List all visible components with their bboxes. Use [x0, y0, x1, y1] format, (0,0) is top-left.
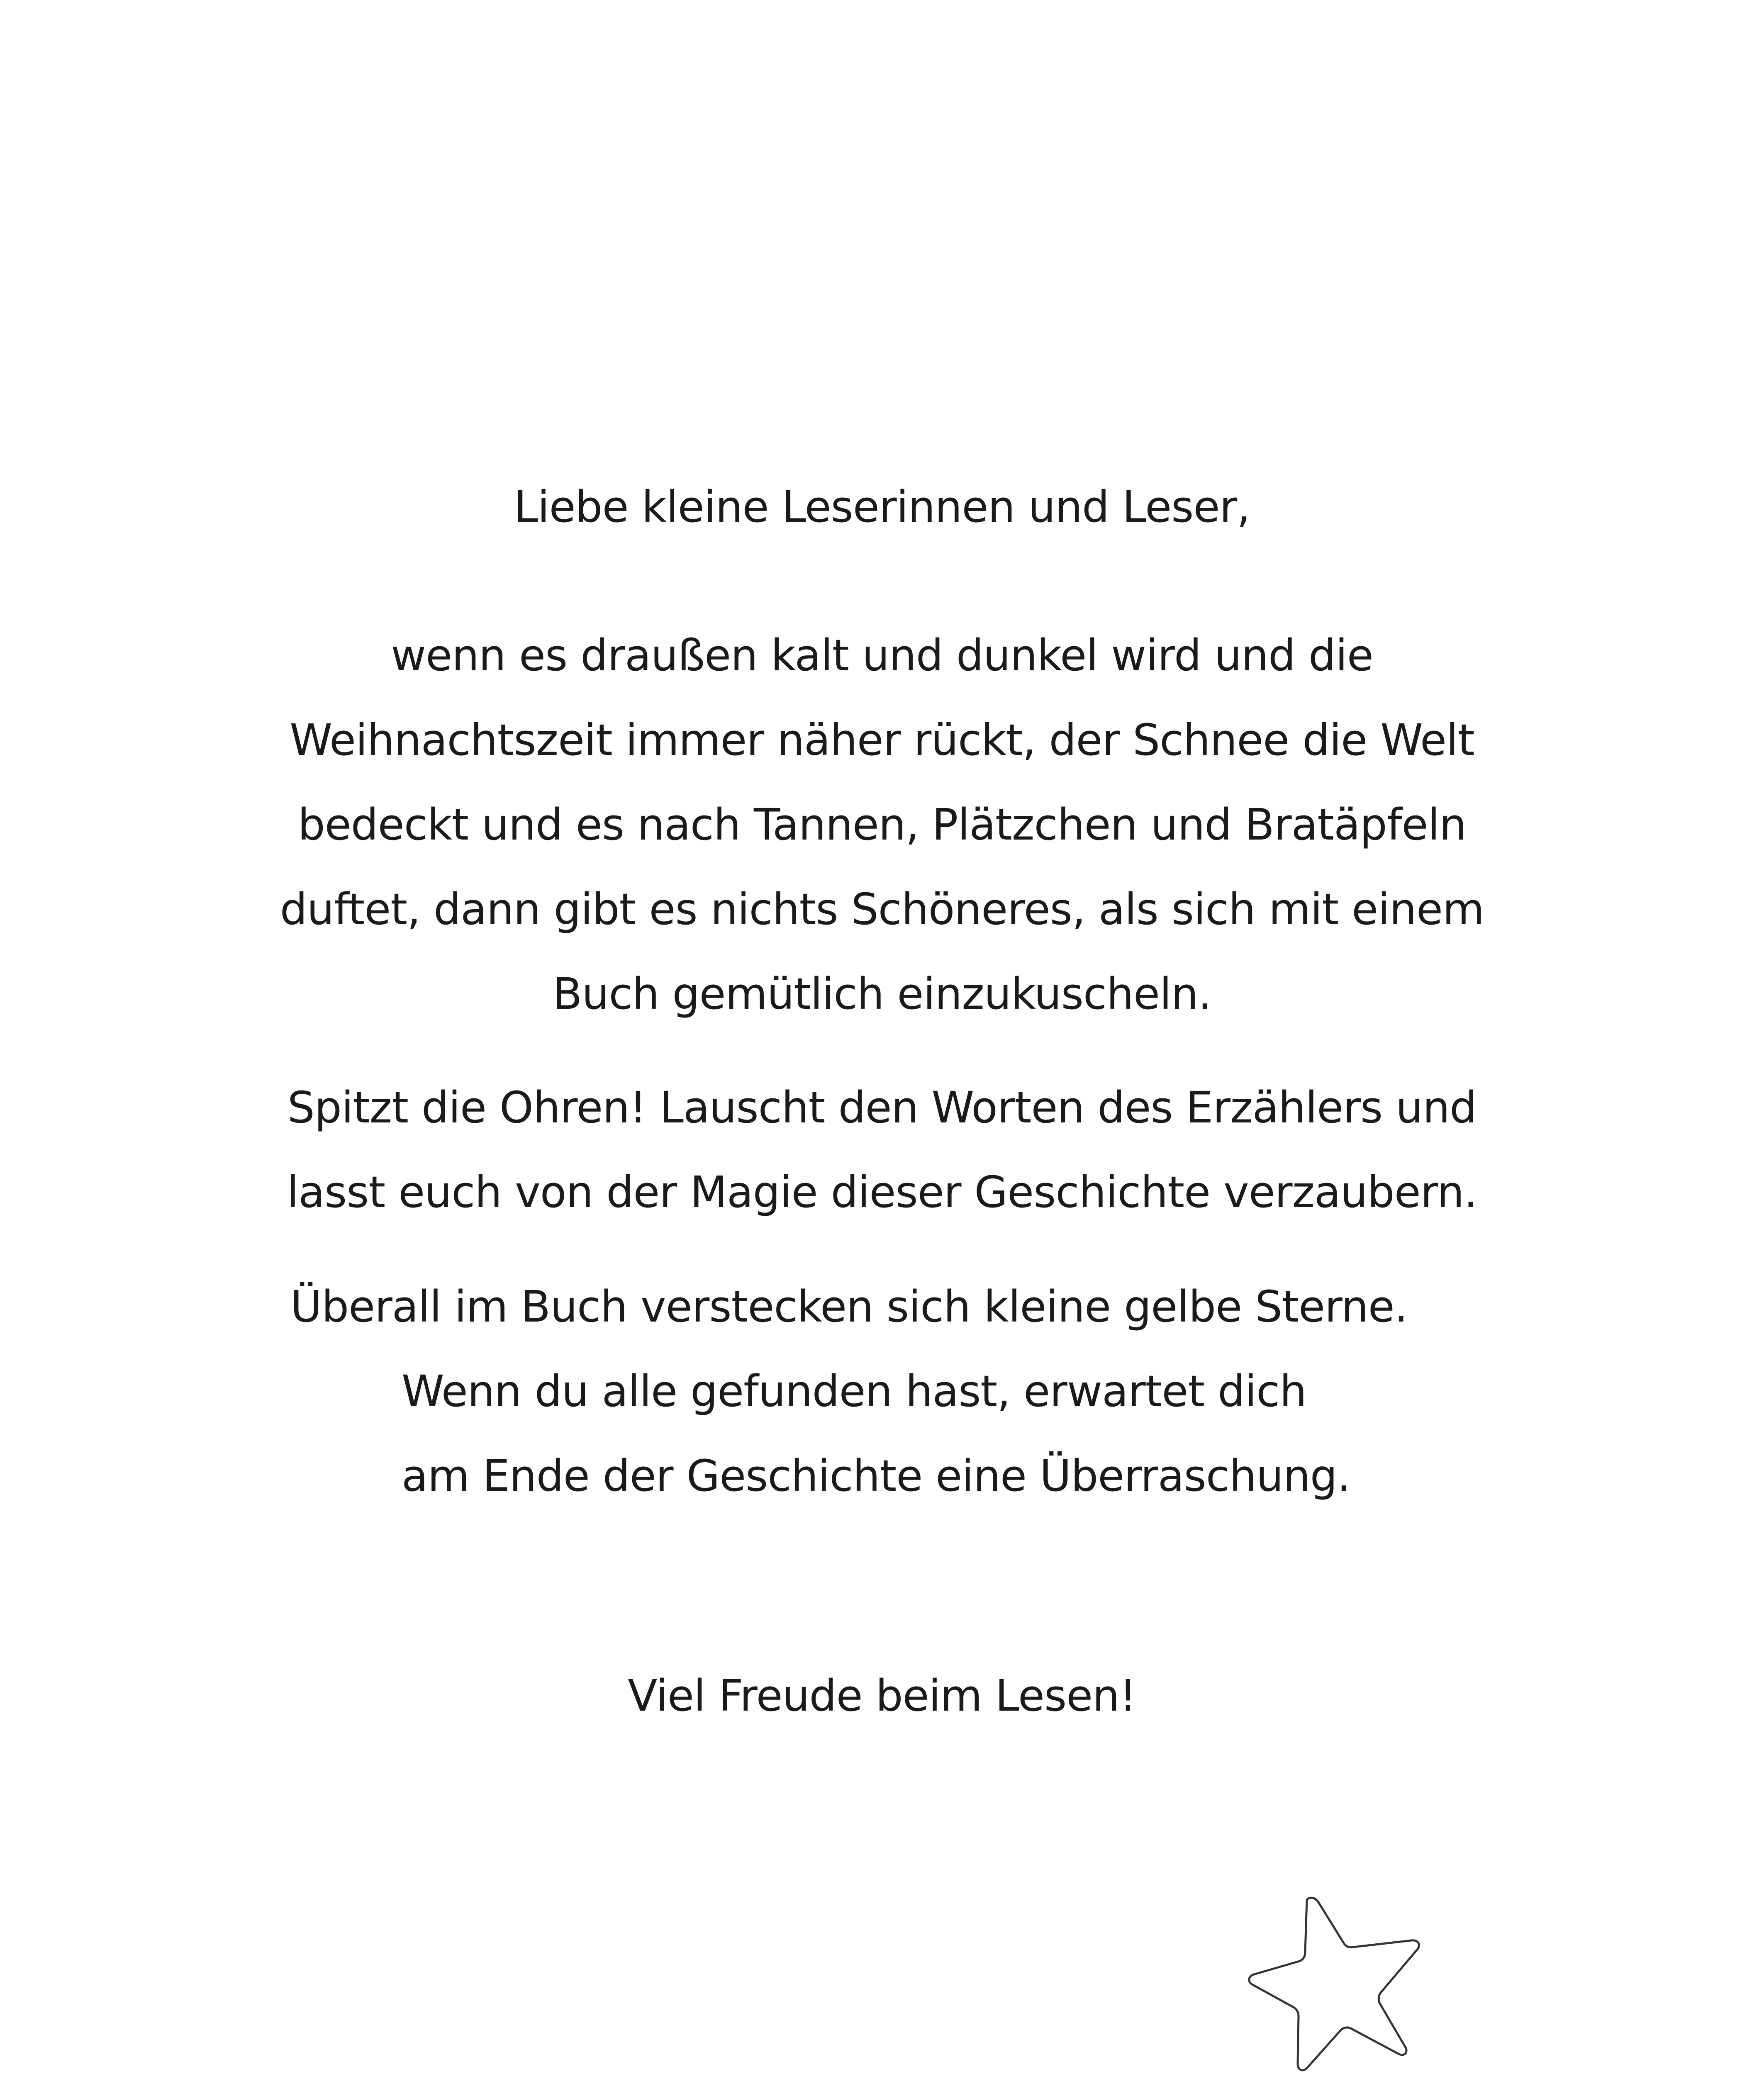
paragraph3-line2: Wenn du alle gefunden hast, erwartet dich: [402, 1366, 1307, 1417]
paragraph3-line3: am Ende der Geschichte eine Überraschung.: [402, 1451, 1350, 1501]
paragraph1-line1: wenn es draußen kalt und dunkel wird und die: [391, 630, 1373, 681]
salutation: Liebe kleine Leserinnen und Leser,: [514, 482, 1250, 532]
paragraph3-line1: Überall im Buch verstecken sich kleine gelbe Sterne.: [290, 1281, 1408, 1332]
paragraph2-line2: lasst euch von der Magie dieser Geschichte verzaubern.: [287, 1167, 1477, 1217]
paragraph1-line3: bedeckt und es nach Tannen, Plätzchen und Bratäpfeln: [297, 799, 1467, 850]
star-outline-icon: [1245, 1891, 1427, 2074]
paragraph2-line1: Spitzt die Ohren! Lauscht den Worten des Erzählers und: [287, 1082, 1477, 1133]
paragraph1-line4: duftet, dann gibt es nichts Schöneres, als sich mit einem: [280, 884, 1484, 935]
paragraph1-line2: Weihnachtszeit immer näher rückt, der Schnee die Welt: [290, 715, 1474, 765]
paragraph1-line5: Buch gemütlich einzukuscheln.: [553, 969, 1211, 1019]
closing: Viel Freude beim Lesen!: [628, 1670, 1136, 1721]
